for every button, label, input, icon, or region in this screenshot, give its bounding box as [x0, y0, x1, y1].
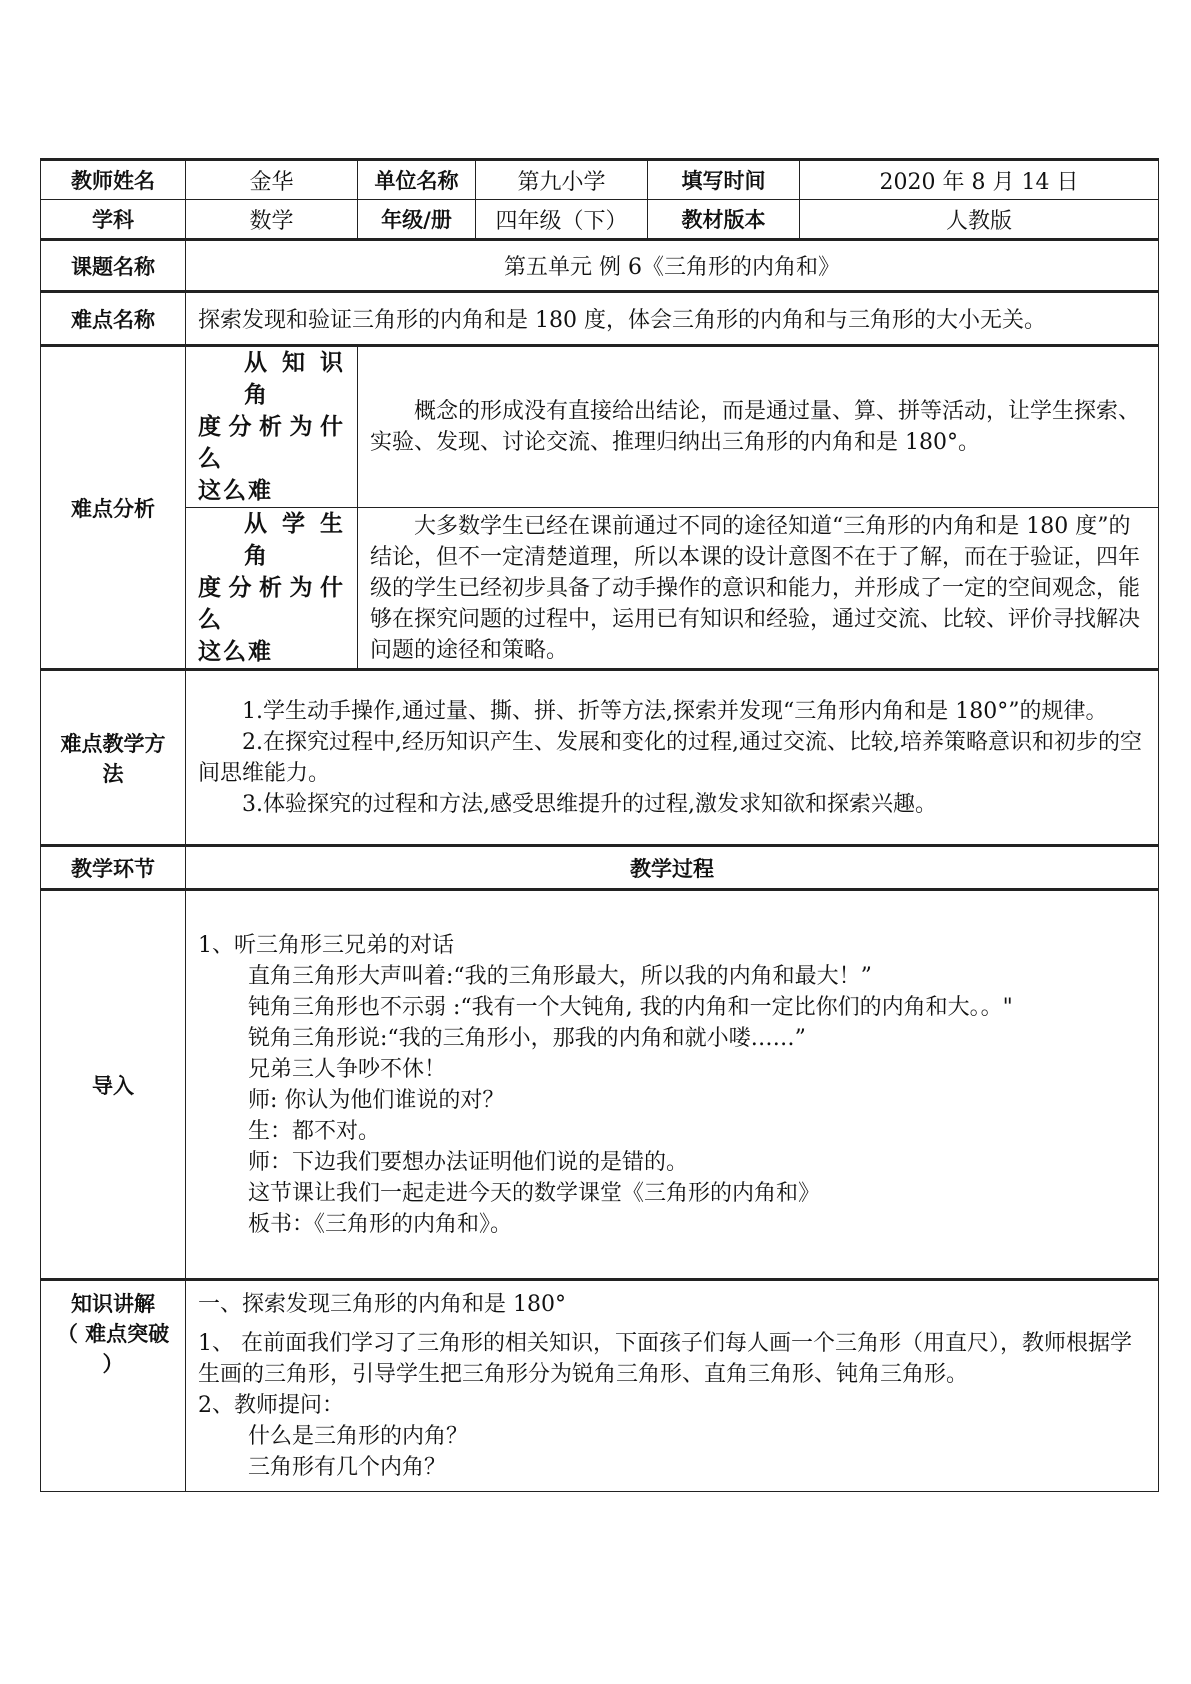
knowledge-label-line2: （ 难点突破 ） — [56, 1322, 170, 1376]
header-row-1 — [41, 160, 1159, 200]
knowledge-para-2: 2、教师提问： — [198, 1393, 344, 1418]
subject-value: 数学 — [186, 200, 358, 240]
knowledge-heading: 一、探索发现三角形的内角和是 180° — [198, 1292, 566, 1317]
process-label: 教学过程 — [186, 846, 1159, 890]
lesson-plan-table — [40, 158, 1159, 1492]
student-angle-label-line2: 度分析为什么 — [198, 575, 345, 633]
method-item-3: 3.体验探究的过程和方法,感受思维提升的过程,激发求知欲和探索兴趣。 — [242, 791, 937, 817]
teacher-value: 金华 — [186, 160, 358, 200]
intro-line-2: 钝角三角形也不示弱 :“我有一个大钝角, 我的内角和一定比你们的内角和大。。" — [248, 994, 1013, 1020]
knowledge-angle-label-line3: 这么难 — [198, 478, 273, 504]
topic-label: 课题名称 — [41, 240, 186, 292]
knowledge-row — [41, 1280, 1159, 1492]
edition-label: 教材版本 — [648, 200, 800, 240]
intro-label: 导入 — [41, 890, 186, 1280]
unit-label: 单位名称 — [358, 160, 476, 200]
subject-label: 学科 — [41, 200, 186, 240]
method-item-2: 2.在探究过程中,经历知识产生、发展和变化的过程,通过交流、比较,培养策略意识和初步的空间思维能力。 — [198, 729, 1142, 786]
intro-heading: 1、听三角形三兄弟的对话 — [198, 932, 454, 958]
method-content — [186, 670, 1159, 846]
date-value: 2020 年 8 月 14 日 — [800, 160, 1159, 200]
method-item-1: 1.学生动手操作,通过量、撕、拼、折等方法,探索并发现“三角形内角和是 180°”的规律。 — [242, 698, 1108, 724]
grade-label: 年级/册 — [358, 200, 476, 240]
date-label: 填写时间 — [648, 160, 800, 200]
teacher-label: 教师姓名 — [41, 160, 186, 200]
topic-value: 第五单元 例 6《三角形的内角和》 — [186, 240, 1159, 292]
stage-label: 教学环节 — [41, 846, 186, 890]
knowledge-question-2: 三角形有几个内角？ — [248, 1455, 447, 1480]
knowledge-label — [41, 1280, 186, 1492]
student-angle-label-line3: 这么难 — [198, 639, 273, 665]
header-row-2 — [41, 200, 1159, 240]
method-label: 难点教学方法 — [41, 670, 186, 846]
intro-row — [41, 890, 1159, 1280]
knowledge-angle-label — [186, 346, 358, 508]
student-angle-label-line1: 从 学 生 角 — [244, 511, 345, 569]
knowledge-content — [186, 1280, 1159, 1492]
topic-row — [41, 240, 1159, 292]
intro-line-3: 锐角三角形说:“我的三角形小，那我的内角和就小喽……” — [248, 1025, 806, 1051]
analysis-label: 难点分析 — [41, 346, 186, 670]
intro-line-7: 师：下边我们要想办法证明他们说的是错的。 — [248, 1149, 689, 1175]
difficulty-label: 难点名称 — [41, 292, 186, 346]
student-angle-label — [186, 508, 358, 670]
intro-content — [186, 890, 1159, 1280]
unit-value: 第九小学 — [476, 160, 648, 200]
method-row — [41, 670, 1159, 846]
knowledge-angle-text: 概念的形成没有直接给出结论，而是通过量、算、拼等活动，让学生探索、实验、发现、讨论交流、推理归纳出三角形的内角和是 180°。 — [358, 346, 1159, 508]
intro-line-4: 兄弟三人争吵不休！ — [248, 1056, 447, 1082]
intro-line-9: 板书：《三角形的内角和》。 — [248, 1211, 513, 1237]
knowledge-label-line1: 知识讲解 — [71, 1292, 155, 1316]
knowledge-angle-label-line1: 从 知 识 角 — [244, 350, 345, 408]
grade-value: 四年级（下） — [476, 200, 648, 240]
edition-value: 人教版 — [800, 200, 1159, 240]
analysis-row-student — [41, 508, 1159, 670]
difficulty-row — [41, 292, 1159, 346]
intro-line-8: 这节课让我们一起走进今天的数学课堂《三角形的内角和》 — [248, 1180, 821, 1206]
difficulty-value: 探索发现和验证三角形的内角和是 180 度，体会三角形的内角和与三角形的大小无关。 — [186, 292, 1159, 346]
intro-line-5: 师: 你认为他们谁说的对？ — [248, 1087, 505, 1113]
intro-line-1: 直角三角形大声叫着:“我的三角形最大，所以我的内角和最大！” — [248, 963, 872, 989]
student-angle-text: 大多数学生已经在课前通过不同的途径知道“三角形的内角和是 180 度”的结论，但不一定清楚道理，所以本课的设计意图不在于了解，而在于验证，四年级的学生已经初步具备了动手操作的意识和能力，并形成了一定的空间观念，能够在探究问题的过程中，运用已有知识和经验，通过交流、比较、评价寻找解决问题的途径和策略。 — [358, 508, 1159, 670]
knowledge-para-1: 1、 在前面我们学习了三角形的相关知识，下面孩子们每人画一个三角形（用直尺），教师根据学生画的三角形，引导学生把三角形分为锐角三角形、直角三角形、钝角三角形。 — [198, 1331, 1132, 1387]
lesson-plan-sheet — [40, 158, 1158, 1492]
intro-line-6: 生：都不对。 — [248, 1118, 381, 1144]
process-header-row — [41, 846, 1159, 890]
analysis-row-knowledge — [41, 346, 1159, 508]
knowledge-question-1: 什么是三角形的内角？ — [248, 1424, 469, 1449]
knowledge-angle-label-line2: 度分析为什么 — [198, 414, 345, 472]
